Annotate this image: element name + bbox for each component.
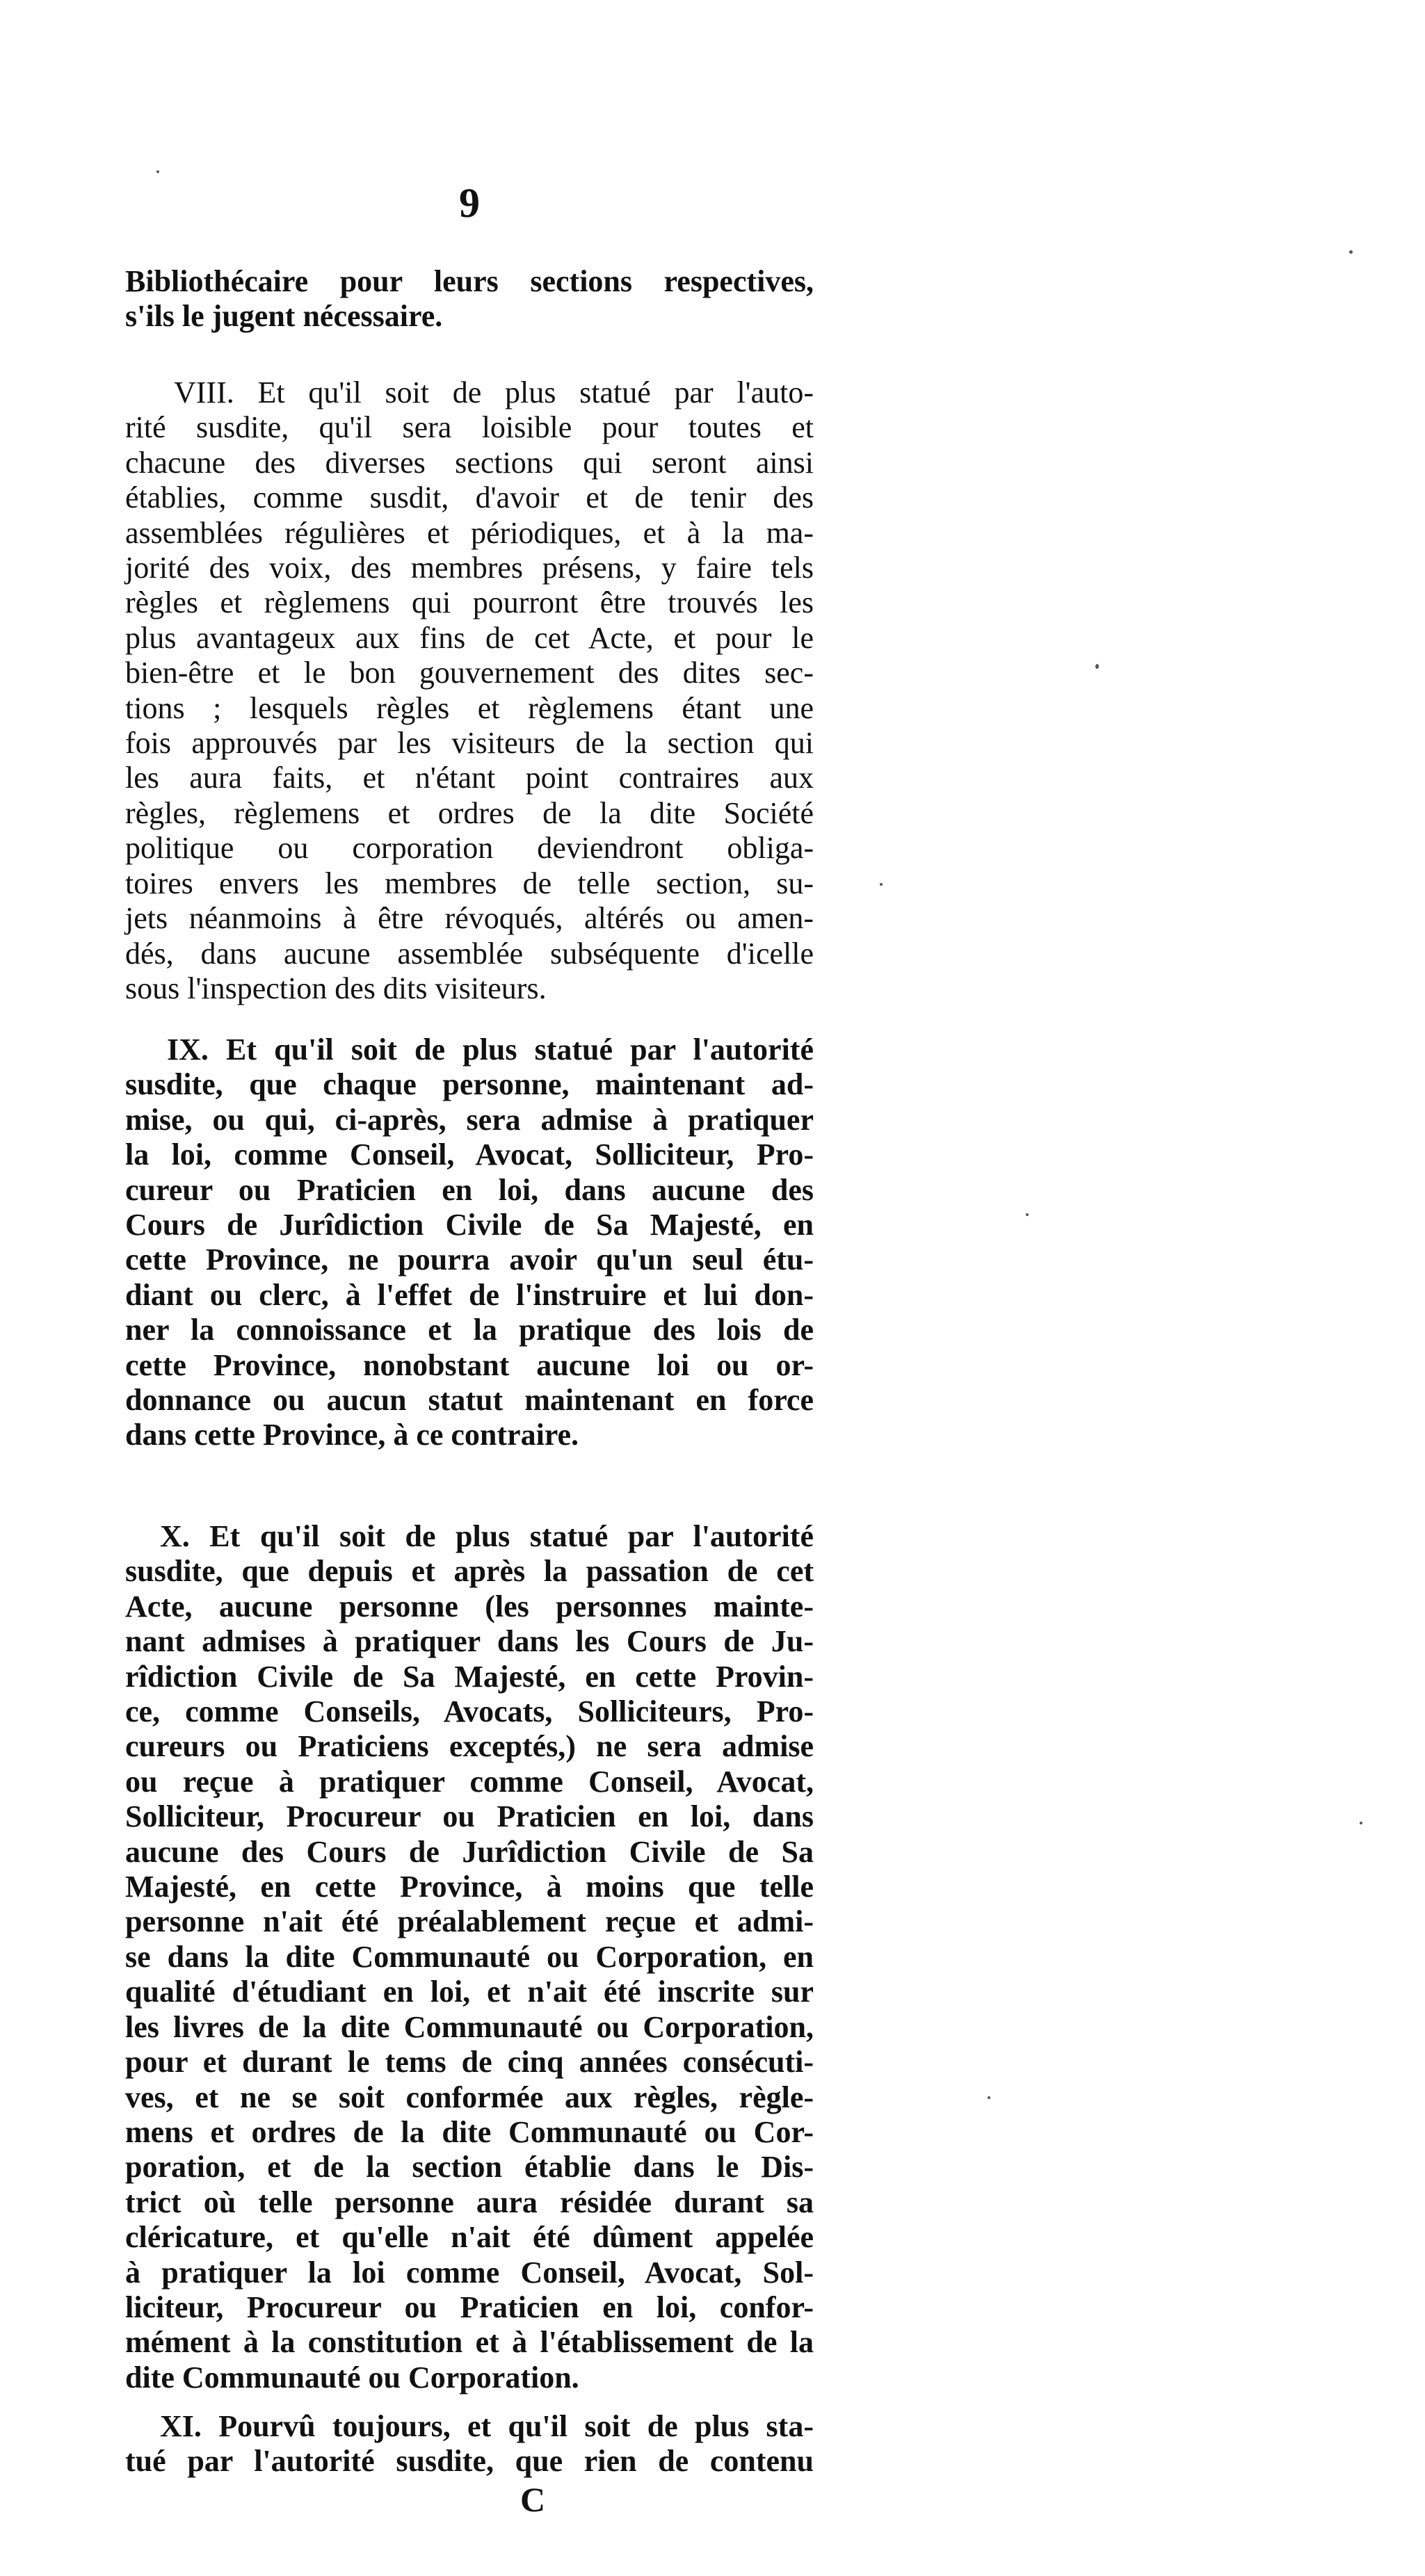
scan-speck xyxy=(1360,1822,1362,1824)
text-line: ner la connoissance et la pratique des lois de xyxy=(125,1313,814,1347)
text-line: jets néanmoins à être révoqués, altérés ou amen- xyxy=(125,901,814,936)
signature-mark: C xyxy=(520,2480,546,2519)
text-line: liciteur, Procureur ou Praticien en loi, confor- xyxy=(125,2290,814,2324)
text-line: assemblées régulières et périodiques, et à la ma- xyxy=(125,515,814,550)
text-line: à pratiquer la loi comme Conseil, Avocat, Sol- xyxy=(125,2255,814,2290)
text-line: VIII. Et qu'il soit de plus statué par l'auto- xyxy=(174,375,814,410)
text-line: fois approuvés par les visiteurs de la section qui xyxy=(125,726,814,761)
text-line: personne n'ait été préalablement reçue et admi- xyxy=(125,1904,814,1939)
text-line: ou reçue à pratiquer comme Conseil, Avocat, xyxy=(125,1764,814,1799)
text-line: Bibliothécaire pour leurs sections respectives, xyxy=(125,264,814,298)
paragraph-continuation xyxy=(125,264,814,334)
text-line: rité susdite, qu'il sera loisible pour toutes et xyxy=(125,410,814,445)
text-line: mise, ou qui, ci-après, sera admise à pratiquer xyxy=(125,1102,814,1137)
text-line: poration, et de la section établie dans le Dis- xyxy=(125,2150,814,2185)
paragraph-section-viii xyxy=(125,375,814,1006)
text-line: établies, comme susdit, d'avoir et de tenir des xyxy=(125,480,814,515)
text-line: les aura faits, et n'étant point contraires aux xyxy=(125,761,814,795)
text-line: XI. Pourvû toujours, et qu'il soit de plus sta- xyxy=(160,2409,814,2443)
page-number: 9 xyxy=(459,180,480,226)
scan-speck xyxy=(156,170,159,173)
text-line: sous l'inspection des dits visiteurs. xyxy=(125,971,547,1005)
text-line: ves, et ne se soit conformée aux règles, règle- xyxy=(125,2080,814,2114)
text-line: ce, comme Conseils, Avocats, Solliciteurs, Pro- xyxy=(125,1694,814,1729)
text-line: plus avantageux aux fins de cet Acte, et pour le xyxy=(125,620,814,655)
text-line: cureur ou Praticien en loi, dans aucune des xyxy=(125,1172,814,1207)
paragraph-section-xi xyxy=(125,2409,814,2479)
text-line: règles et règlemens qui pourront être trouvés les xyxy=(125,585,814,620)
text-line: diant ou clerc, à l'effet de l'instruire et lui don- xyxy=(125,1277,814,1312)
text-line: susdite, que chaque personne, maintenant ad- xyxy=(125,1067,814,1102)
paragraph-section-x xyxy=(125,1519,814,2395)
text-line: dite Communauté ou Corporation. xyxy=(125,2360,579,2395)
text-line: règles, règlemens et ordres de la dite Société xyxy=(125,795,814,830)
text-line: tions ; lesquels règles et règlemens étant une xyxy=(125,690,814,725)
text-line: les livres de la dite Communauté ou Corporation, xyxy=(125,2009,814,2044)
text-line: dés, dans aucune assemblée subséquente d'icelle xyxy=(125,936,814,971)
text-line: nant admises à pratiquer dans les Cours de Ju- xyxy=(125,1624,814,1659)
paragraph-section-ix xyxy=(125,1032,814,1453)
text-line: cette Province, nonobstant aucune loi ou or- xyxy=(125,1347,814,1382)
text-line: bien-être et le bon gouvernement des dites sec- xyxy=(125,656,814,690)
scan-speck xyxy=(1349,250,1353,254)
text-line: rîdiction Civile de Sa Majesté, en cette Provin- xyxy=(125,1659,814,1694)
scan-speck xyxy=(988,2096,990,2099)
text-line: IX. Et qu'il soit de plus statué par l'autorité xyxy=(167,1032,814,1067)
text-line: Acte, aucune personne (les personnes mainte- xyxy=(125,1589,814,1623)
text-line: se dans la dite Communauté ou Corporation, en xyxy=(125,1939,814,1974)
text-line: dans cette Province, à ce contraire. xyxy=(125,1418,579,1452)
text-line: qualité d'étudiant en loi, et n'ait été inscrite sur xyxy=(125,1975,814,2009)
scan-speck xyxy=(880,883,883,886)
text-line: tué par l'autorité susdite, que rien de contenu xyxy=(125,2444,814,2479)
text-line: pour et durant le tems de cinq années consécuti- xyxy=(125,2045,814,2080)
text-line: cléricature, et qu'elle n'ait été dûment appelée xyxy=(125,2220,814,2255)
text-line: cette Province, ne pourra avoir qu'un seul étu- xyxy=(125,1242,814,1277)
text-line: aucune des Cours de Jurîdiction Civile de Sa xyxy=(125,1834,814,1869)
text-line: Majesté, en cette Province, à moins que telle xyxy=(125,1870,814,1904)
text-line: mens et ordres de la dite Communauté ou Cor- xyxy=(125,2114,814,2149)
text-line: donnance ou aucun statut maintenant en force xyxy=(125,1383,814,1418)
text-line: trict où telle personne aura résidée durant sa xyxy=(125,2185,814,2219)
text-line: Solliciteur, Procureur ou Praticien en loi, dans xyxy=(125,1799,814,1834)
text-line: toires envers les membres de telle section, su- xyxy=(125,866,814,900)
text-line: Cours de Jurîdiction Civile de Sa Majesté, en xyxy=(125,1208,814,1242)
text-line: mément à la constitution et à l'établissement de la xyxy=(125,2325,814,2360)
text-line: jorité des voix, des membres présens, y faire tels xyxy=(125,551,814,585)
text-line: politique ou corporation deviendront obliga- xyxy=(125,831,814,866)
text-line: s'ils le jugent nécessaire. xyxy=(125,299,443,334)
text-line: susdite, que depuis et après la passation de cet xyxy=(125,1554,814,1589)
scan-speck xyxy=(1095,664,1099,669)
text-line: X. Et qu'il soit de plus statué par l'autorité xyxy=(160,1519,814,1553)
text-line: cureurs ou Praticiens exceptés,) ne sera admise xyxy=(125,1729,814,1764)
text-line: la loi, comme Conseil, Avocat, Solliciteur, Pro- xyxy=(125,1137,814,1172)
scan-speck xyxy=(1026,1213,1029,1216)
text-line: chacune des diverses sections qui seront ainsi xyxy=(125,445,814,480)
